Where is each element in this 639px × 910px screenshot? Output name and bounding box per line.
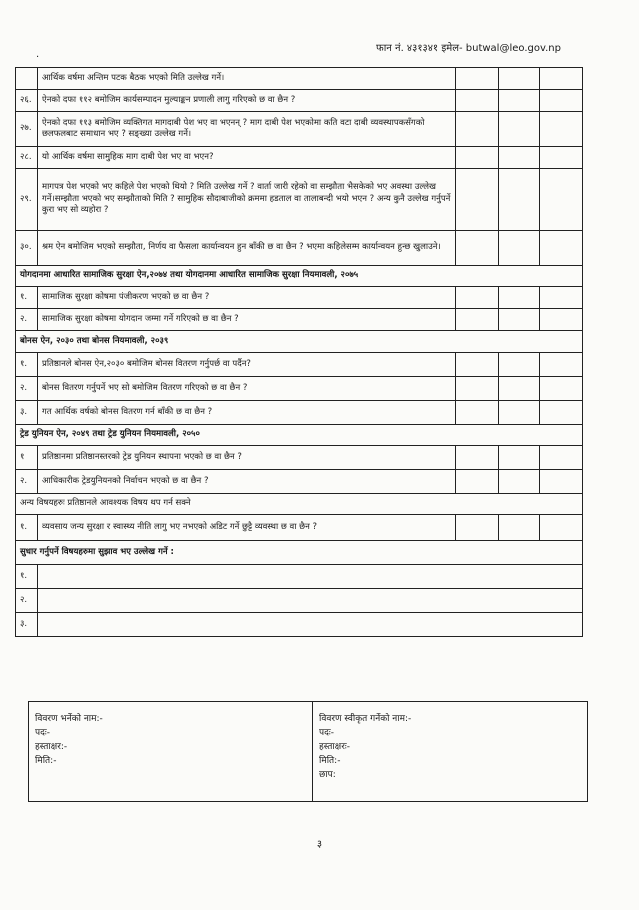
question-text: मागपत्र पेश भएको भए कहिले पेश भएको थियो ? मिति उल्लेख गर्ने ? वार्ता जारी रहेको वा सम्झौता भैसकेको भए अवस्था उल्लेख गर्ने।सम्झौता भएको भए सम्झौताको मिति ? सामुहिक सौदाबाजीको क्रममा हडताल वा तालाबन्दी भयो भएन ? अन्य कुनै उल्लेख गर्नुपर्ने कुरा भए सो व्यहोरा ? bbox=[38, 169, 456, 231]
question-text: यो आर्थिक वर्षमा सामुहिक माग दाबी पेश भए वा भएन? bbox=[38, 147, 456, 169]
answer-cell-2[interactable] bbox=[499, 287, 540, 309]
question-text: व्यवसाय जन्य सुरक्षा र स्वास्थ्य नीति लागु भए नभएको अडिट गर्ने छुट्टै व्यवस्था छ वा छैन ? bbox=[38, 515, 456, 541]
answer-cell-1[interactable] bbox=[456, 112, 499, 147]
question-text: श्रम ऐन बमोजिम भएको सम्झौता, निर्णय वा फैसला कार्यान्वयन हुन बाँकी छ वा छैन ? भएमा कहिलेसम्म कार्यान्वयन हुन्छ खुलाउने। bbox=[38, 231, 456, 266]
question-text: ऐनको दफा ११२ बमोजिम कार्यसम्पादन मुल्याङ्कन प्रणाली लागु गरिएको छ वा छैन ? bbox=[38, 90, 456, 112]
section-header-row bbox=[16, 425, 583, 446]
row-number: ३. bbox=[16, 613, 38, 637]
section-title: योगदानमा आधारित सामाजिक सुरक्षा ऐन,२०७४ तथा योगदानमा आधारित सामाजिक सुरक्षा नियमावली, २०७५ bbox=[16, 266, 583, 287]
answer-cell-1[interactable] bbox=[456, 401, 499, 425]
filler-field: मिति:- bbox=[35, 756, 57, 766]
answer-cell-2[interactable] bbox=[499, 470, 540, 494]
answer-cell-3[interactable] bbox=[540, 112, 583, 147]
section-header-row bbox=[16, 331, 583, 353]
row-number: २७. bbox=[16, 112, 38, 147]
answer-cell-2[interactable] bbox=[499, 353, 540, 377]
row-number: २८. bbox=[16, 147, 38, 169]
answer-cell-3[interactable] bbox=[540, 68, 583, 90]
question-text: प्रतिष्ठानमा प्रतिष्ठानस्तरको ट्रेड युनियन स्थापना भएको छ वा छैन ? bbox=[38, 446, 456, 470]
row-number: १. bbox=[16, 515, 38, 541]
answer-cell-1[interactable] bbox=[456, 515, 499, 541]
signature-box bbox=[28, 701, 588, 802]
row-number: ३. bbox=[16, 401, 38, 425]
answer-cell-2[interactable] bbox=[499, 446, 540, 470]
checklist-table bbox=[15, 67, 583, 637]
answer-cell-1[interactable] bbox=[456, 231, 499, 266]
answer-cell-3[interactable] bbox=[540, 90, 583, 112]
section-title: अन्य विषयहरुः प्रतिष्ठानले आवश्यक विषय थप गर्न सक्ने bbox=[16, 494, 583, 515]
section-title: ट्रेड युनियन ऐन, २०४९ तथा ट्रेड युनियन नियमावली, २०५० bbox=[16, 425, 583, 446]
approver-details bbox=[312, 702, 587, 801]
answer-cell-2[interactable] bbox=[499, 231, 540, 266]
answer-cell-2[interactable] bbox=[499, 169, 540, 231]
approver-field: छाप: bbox=[319, 770, 336, 780]
answer-cell-3[interactable] bbox=[540, 231, 583, 266]
table-row bbox=[16, 470, 583, 494]
answer-cell-3[interactable] bbox=[540, 353, 583, 377]
answer-cell-3[interactable] bbox=[540, 287, 583, 309]
section-title: सुधार गर्नुपर्ने विषयहरुमा सुझाव भए उल्लेख गर्ने : bbox=[16, 541, 583, 565]
section-header-row bbox=[16, 494, 583, 515]
filler-field: विवरण भर्नेको नाम:- bbox=[35, 714, 103, 724]
approver-field: पदः- bbox=[319, 728, 334, 738]
row-number: १ bbox=[16, 446, 38, 470]
answer-cell-3[interactable] bbox=[540, 401, 583, 425]
row-number: १. bbox=[16, 565, 38, 589]
answer-cell-3[interactable] bbox=[540, 169, 583, 231]
approver-field: विवरण स्वीकृत गर्नेको नाम:- bbox=[319, 714, 412, 724]
question-text: सामाजिक सुरक्षा कोषमा योगदान जम्मा गर्ने गरिएको छ वा छैन ? bbox=[38, 309, 456, 331]
answer-cell-3[interactable] bbox=[540, 377, 583, 401]
answer-cell-3[interactable] bbox=[540, 309, 583, 331]
row-number: २. bbox=[16, 589, 38, 613]
row-number: २. bbox=[16, 377, 38, 401]
filler-details bbox=[29, 702, 312, 801]
row-number: १. bbox=[16, 287, 38, 309]
table-row bbox=[16, 112, 583, 147]
row-number: २६. bbox=[16, 90, 38, 112]
approver-field: हस्ताक्षरः- bbox=[319, 742, 350, 752]
table-row bbox=[16, 589, 583, 613]
question-text: बोनस वितरण गर्नुपर्ने भए सो बमोजिम वितरण गरिएको छ वा छैन ? bbox=[38, 377, 456, 401]
answer-cell-3[interactable] bbox=[540, 446, 583, 470]
table-row bbox=[16, 68, 583, 90]
answer-cell-1[interactable] bbox=[456, 446, 499, 470]
table-row bbox=[16, 565, 583, 589]
row-number: १. bbox=[16, 353, 38, 377]
answer-cell-1[interactable] bbox=[456, 377, 499, 401]
table-row bbox=[16, 309, 583, 331]
answer-cell-2[interactable] bbox=[499, 377, 540, 401]
suggestion-cell[interactable] bbox=[38, 565, 583, 589]
answer-cell-3[interactable] bbox=[540, 470, 583, 494]
answer-cell-1[interactable] bbox=[456, 287, 499, 309]
row-number bbox=[16, 68, 38, 90]
table-row bbox=[16, 353, 583, 377]
question-text: ऐनको दफा ११३ बमोजिम व्यक्तिगत मागदाबी पेश भए वा भएनन् ? माग दाबी पेश भएकोमा कति वटा दाबी व्यवस्थापकसँगको छलफलबाट समाधान भए ? सङ्ख्या उल्लेख गर्ने। bbox=[38, 112, 456, 147]
answer-cell-1[interactable] bbox=[456, 90, 499, 112]
table-row bbox=[16, 231, 583, 266]
answer-cell-1[interactable] bbox=[456, 147, 499, 169]
scan-mark: · bbox=[36, 52, 40, 63]
answer-cell-1[interactable] bbox=[456, 353, 499, 377]
answer-cell-1[interactable] bbox=[456, 470, 499, 494]
answer-cell-3[interactable] bbox=[540, 515, 583, 541]
question-text: प्रतिष्ठानले बोनस ऐन,२०३० बमोजिम बोनस वितरण गर्नुपर्छ वा पर्दैन? bbox=[38, 353, 456, 377]
suggestion-cell[interactable] bbox=[38, 589, 583, 613]
section-header-row bbox=[16, 541, 583, 565]
row-number: २. bbox=[16, 309, 38, 331]
header-contact: फान नं. ४३१३४१ इमेल- butwal@leo.gov.np bbox=[376, 43, 561, 54]
answer-cell-2[interactable] bbox=[499, 90, 540, 112]
suggestion-cell[interactable] bbox=[38, 613, 583, 637]
answer-cell-1[interactable] bbox=[456, 68, 499, 90]
filler-field: हस्ताक्षर:- bbox=[35, 742, 68, 752]
question-text: गत आर्थिक वर्षको बोनस वितरण गर्न बाँकी छ वा छैन ? bbox=[38, 401, 456, 425]
answer-cell-2[interactable] bbox=[499, 147, 540, 169]
table-row bbox=[16, 613, 583, 637]
answer-cell-2[interactable] bbox=[499, 68, 540, 90]
question-text: सामाजिक सुरक्षा कोषमा पंजीकरण भएको छ वा छैन ? bbox=[38, 287, 456, 309]
table-row bbox=[16, 147, 583, 169]
answer-cell-1[interactable] bbox=[456, 309, 499, 331]
table-row bbox=[16, 377, 583, 401]
table-row bbox=[16, 90, 583, 112]
row-number: ३०. bbox=[16, 231, 38, 266]
section-title: बोनस ऐन, २०३० तथा बोनस नियमावली, २०३९ bbox=[16, 331, 583, 353]
row-number: २९. bbox=[16, 169, 38, 231]
table-row bbox=[16, 169, 583, 231]
page-number: ३ bbox=[316, 839, 323, 850]
answer-cell-3[interactable] bbox=[540, 147, 583, 169]
table-row bbox=[16, 401, 583, 425]
question-text: आर्थिक वर्षमा अन्तिम पटक बैठक भएको मिति उल्लेख गर्ने। bbox=[38, 68, 456, 90]
filler-field: पदः- bbox=[35, 728, 50, 738]
answer-cell-1[interactable] bbox=[456, 169, 499, 231]
row-number: २. bbox=[16, 470, 38, 494]
table-row bbox=[16, 515, 583, 541]
section-header-row bbox=[16, 266, 583, 287]
approver-field: मिति:- bbox=[319, 756, 341, 766]
table-row bbox=[16, 287, 583, 309]
question-text: आधिकारीक ट्रेडयुनियनको निर्वाचन भएको छ वा छैन ? bbox=[38, 470, 456, 494]
answer-cell-2[interactable] bbox=[499, 112, 540, 147]
answer-cell-2[interactable] bbox=[499, 309, 540, 331]
table-row bbox=[16, 446, 583, 470]
answer-cell-2[interactable] bbox=[499, 515, 540, 541]
answer-cell-2[interactable] bbox=[499, 401, 540, 425]
